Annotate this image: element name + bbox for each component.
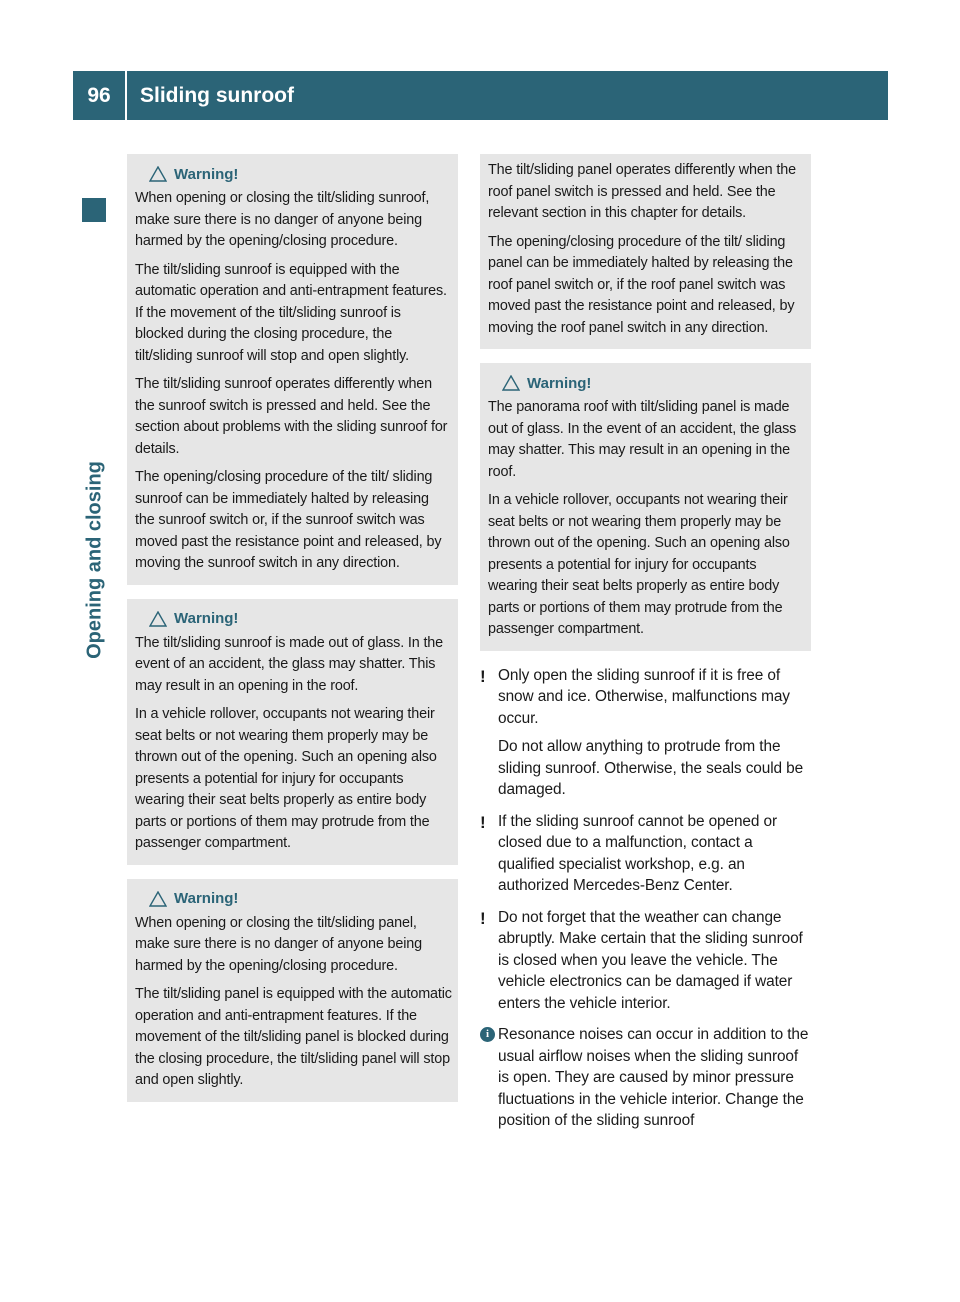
right-column	[480, 154, 811, 1142]
warning-paragraph: The tilt/sliding sunroof is made out of glass. In the event of an accident, the glass may shatter. This may result in an opening in the roof.	[135, 634, 444, 694]
chapter-tab-marker	[82, 198, 106, 222]
warning-paragraph: The opening/closing procedure of the tilt/ sliding sunroof can be immediately halted by releasing the sunroof switch or, if the sunroof switch was moved past the resistance point and released, by moving the sunroof switch in any direction.	[135, 469, 442, 571]
note-paragraph: Only open the sliding sunroof if it is free of snow and ice. Otherwise, malfunctions may occur.	[498, 666, 790, 727]
warning-paragraph: The tilt/sliding sunroof is equipped with the automatic operation and anti-entrapment features. If the movement of the tilt/sliding sunroof is blocked during the closing procedure, the tilt/sliding sunroof will stop and open slightly.	[135, 261, 447, 364]
warning-box-3	[127, 879, 458, 1102]
warning-paragraph: In a vehicle rollover, occupants not wearing their seat belts or not wearing them properly may be thrown out of the opening. Such an opening also presents a potential for injury for occupants wearing their seat belts properly as entire body parts or portions of them may protrude from the passenger compartment.	[135, 706, 437, 851]
warning-box-4	[480, 363, 811, 651]
info-note	[480, 1024, 811, 1132]
note-paragraph: If the sliding sunroof cannot be opened or closed due to a malfunction, contact a qualified specialist workshop, e.g. an authorized Mercedes-Benz Center.	[498, 812, 778, 894]
warning-triangle-icon	[149, 611, 167, 627]
note-paragraph: Do not forget that the weather can change abruptly. Make certain that the sliding sunroof is closed when you leave the vehicle. The vehicle electronics can be damaged if water enters the vehicle interior.	[498, 908, 803, 1012]
exclamation-icon: !	[480, 666, 486, 686]
section-title: Sliding sunroof	[140, 84, 294, 107]
caution-note	[480, 811, 811, 897]
warning-heading	[135, 885, 452, 913]
left-column	[127, 154, 458, 1116]
warning-paragraph: The tilt/sliding sunroof operates differently when the sunroof switch is pressed and held. See the section about problems with the sliding sunroof for details.	[135, 376, 448, 457]
warning-continuation-box	[480, 154, 811, 349]
warning-triangle-icon	[149, 166, 167, 182]
info-icon: i	[480, 1027, 495, 1042]
chapter-label	[80, 461, 110, 659]
warning-paragraph: The tilt/sliding panel operates differently when the roof panel switch is pressed and held. See the relevant section in this chapter for details.	[488, 162, 796, 221]
warning-heading	[135, 160, 452, 188]
warning-title: Warning!	[174, 890, 239, 907]
warning-paragraph: The tilt/sliding panel is equipped with the automatic operation and anti-entrapment features. If the movement of the tilt/sliding panel is blocked during the closing procedure, the tilt/sliding panel will stop and open slightly.	[135, 986, 452, 1088]
header-divider	[125, 71, 127, 120]
caution-note	[480, 665, 811, 801]
note-paragraph: Resonance noises can occur in addition to the usual airflow noises when the sliding sunroof is open. They are caused by minor pressure fluctuations in the vehicle interior. Change the position of the sliding sunroof	[498, 1026, 809, 1129]
page-number: 96	[87, 84, 111, 107]
warning-paragraph: The panorama roof with tilt/sliding panel is made out of glass. In the event of an accident, the glass may shatter. This may result in an opening in the roof.	[488, 399, 797, 480]
notes-list	[480, 665, 811, 1132]
warning-triangle-icon	[149, 891, 167, 907]
exclamation-icon: !	[480, 908, 486, 928]
warning-heading	[488, 369, 805, 397]
warning-heading	[135, 605, 452, 633]
note-paragraph: Do not allow anything to protrude from the sliding sunroof. Otherwise, the seals could be damaged.	[498, 738, 804, 798]
exclamation-icon: !	[480, 812, 486, 832]
warning-paragraph: When opening or closing the tilt/sliding sunroof, make sure there is no danger of anyone being harmed by the opening/closing procedure.	[135, 190, 430, 249]
chapter-label-text: Opening and closing	[83, 461, 106, 659]
warning-triangle-icon	[502, 375, 520, 391]
warning-title: Warning!	[527, 374, 592, 392]
warning-paragraph: In a vehicle rollover, occupants not wearing their seat belts or not wearing them properly may be thrown out of the opening. Such an opening also presents a potential for injury for occupants wearing their seat belts properly as entire body parts or portions of them may protrude from the passenger compartment.	[488, 492, 790, 637]
warning-box-1	[127, 154, 458, 585]
warning-paragraph: The opening/closing procedure of the tilt/ sliding panel can be immediately halted by releasing the roof panel switch or, if the roof panel switch was moved past the resistance point and released, by moving the roof panel switch in any direction.	[488, 233, 795, 336]
warning-title: Warning!	[174, 610, 239, 627]
warning-box-2	[127, 599, 458, 865]
warning-paragraph: When opening or closing the tilt/sliding panel, make sure there is no danger of anyone being harmed by the opening/closing procedure.	[135, 914, 423, 974]
warning-title: Warning!	[174, 165, 239, 183]
caution-note	[480, 907, 811, 1015]
